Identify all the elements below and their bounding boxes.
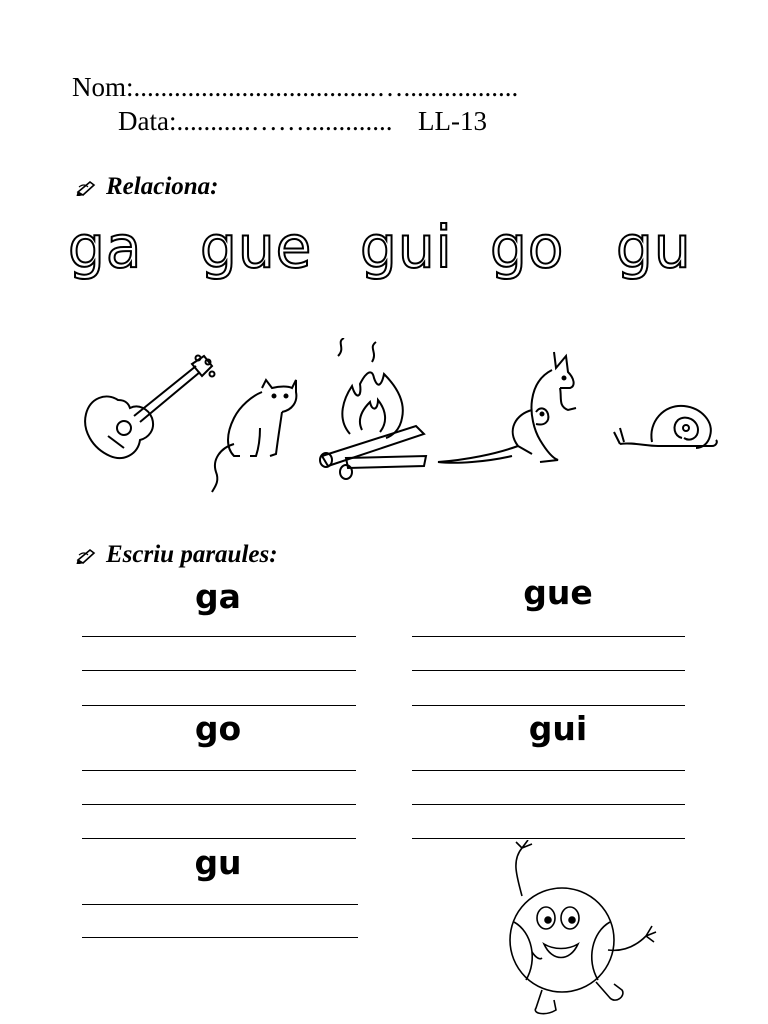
pencil-icon [76, 178, 98, 196]
writing-line[interactable] [412, 636, 685, 637]
write-title-ga: ga [195, 577, 241, 616]
writing-line[interactable] [412, 705, 685, 706]
writing-line[interactable] [412, 804, 685, 805]
write-title-gue: gue [523, 573, 593, 612]
writing-line[interactable] [82, 904, 358, 905]
kangaroo-image [436, 350, 586, 472]
syllable-go: go [490, 213, 565, 281]
writing-line[interactable] [82, 937, 358, 938]
date-field[interactable] [118, 108, 487, 135]
writing-line[interactable] [82, 670, 356, 671]
section-relate-title [76, 173, 219, 201]
writing-line[interactable] [82, 804, 356, 805]
name-field[interactable]: Nom:....................................…................. [72, 72, 519, 102]
writing-line[interactable] [412, 670, 685, 671]
syllable-row [68, 213, 718, 288]
cat-image [200, 378, 300, 496]
syllable-gue: gue [200, 213, 313, 281]
syllable-ga: ga [68, 213, 143, 281]
bonfire-image [316, 338, 432, 482]
pencil-icon [76, 546, 98, 564]
section-write-title [76, 541, 278, 569]
guitar-image [78, 352, 216, 470]
syllable-gu: gu [616, 213, 692, 281]
writing-line[interactable] [412, 770, 685, 771]
sheet-code: LL-13 [417, 106, 487, 136]
snail-image [612, 392, 720, 456]
writing-line[interactable] [82, 705, 356, 706]
writing-line[interactable] [82, 636, 356, 637]
section-write-label: Escriu paraules: [106, 541, 278, 568]
write-title-gu: gu [194, 843, 242, 882]
writing-line[interactable] [82, 770, 356, 771]
writing-line[interactable] [82, 838, 356, 839]
writing-line[interactable] [412, 838, 685, 839]
write-title-go: go [194, 709, 242, 748]
date-label: Data:...........……............. [118, 106, 393, 136]
ball-character-image [492, 840, 660, 1018]
syllable-gui: gui [360, 213, 453, 281]
section-relate-label: Relaciona: [106, 173, 219, 200]
write-title-gui: gui [528, 709, 588, 748]
